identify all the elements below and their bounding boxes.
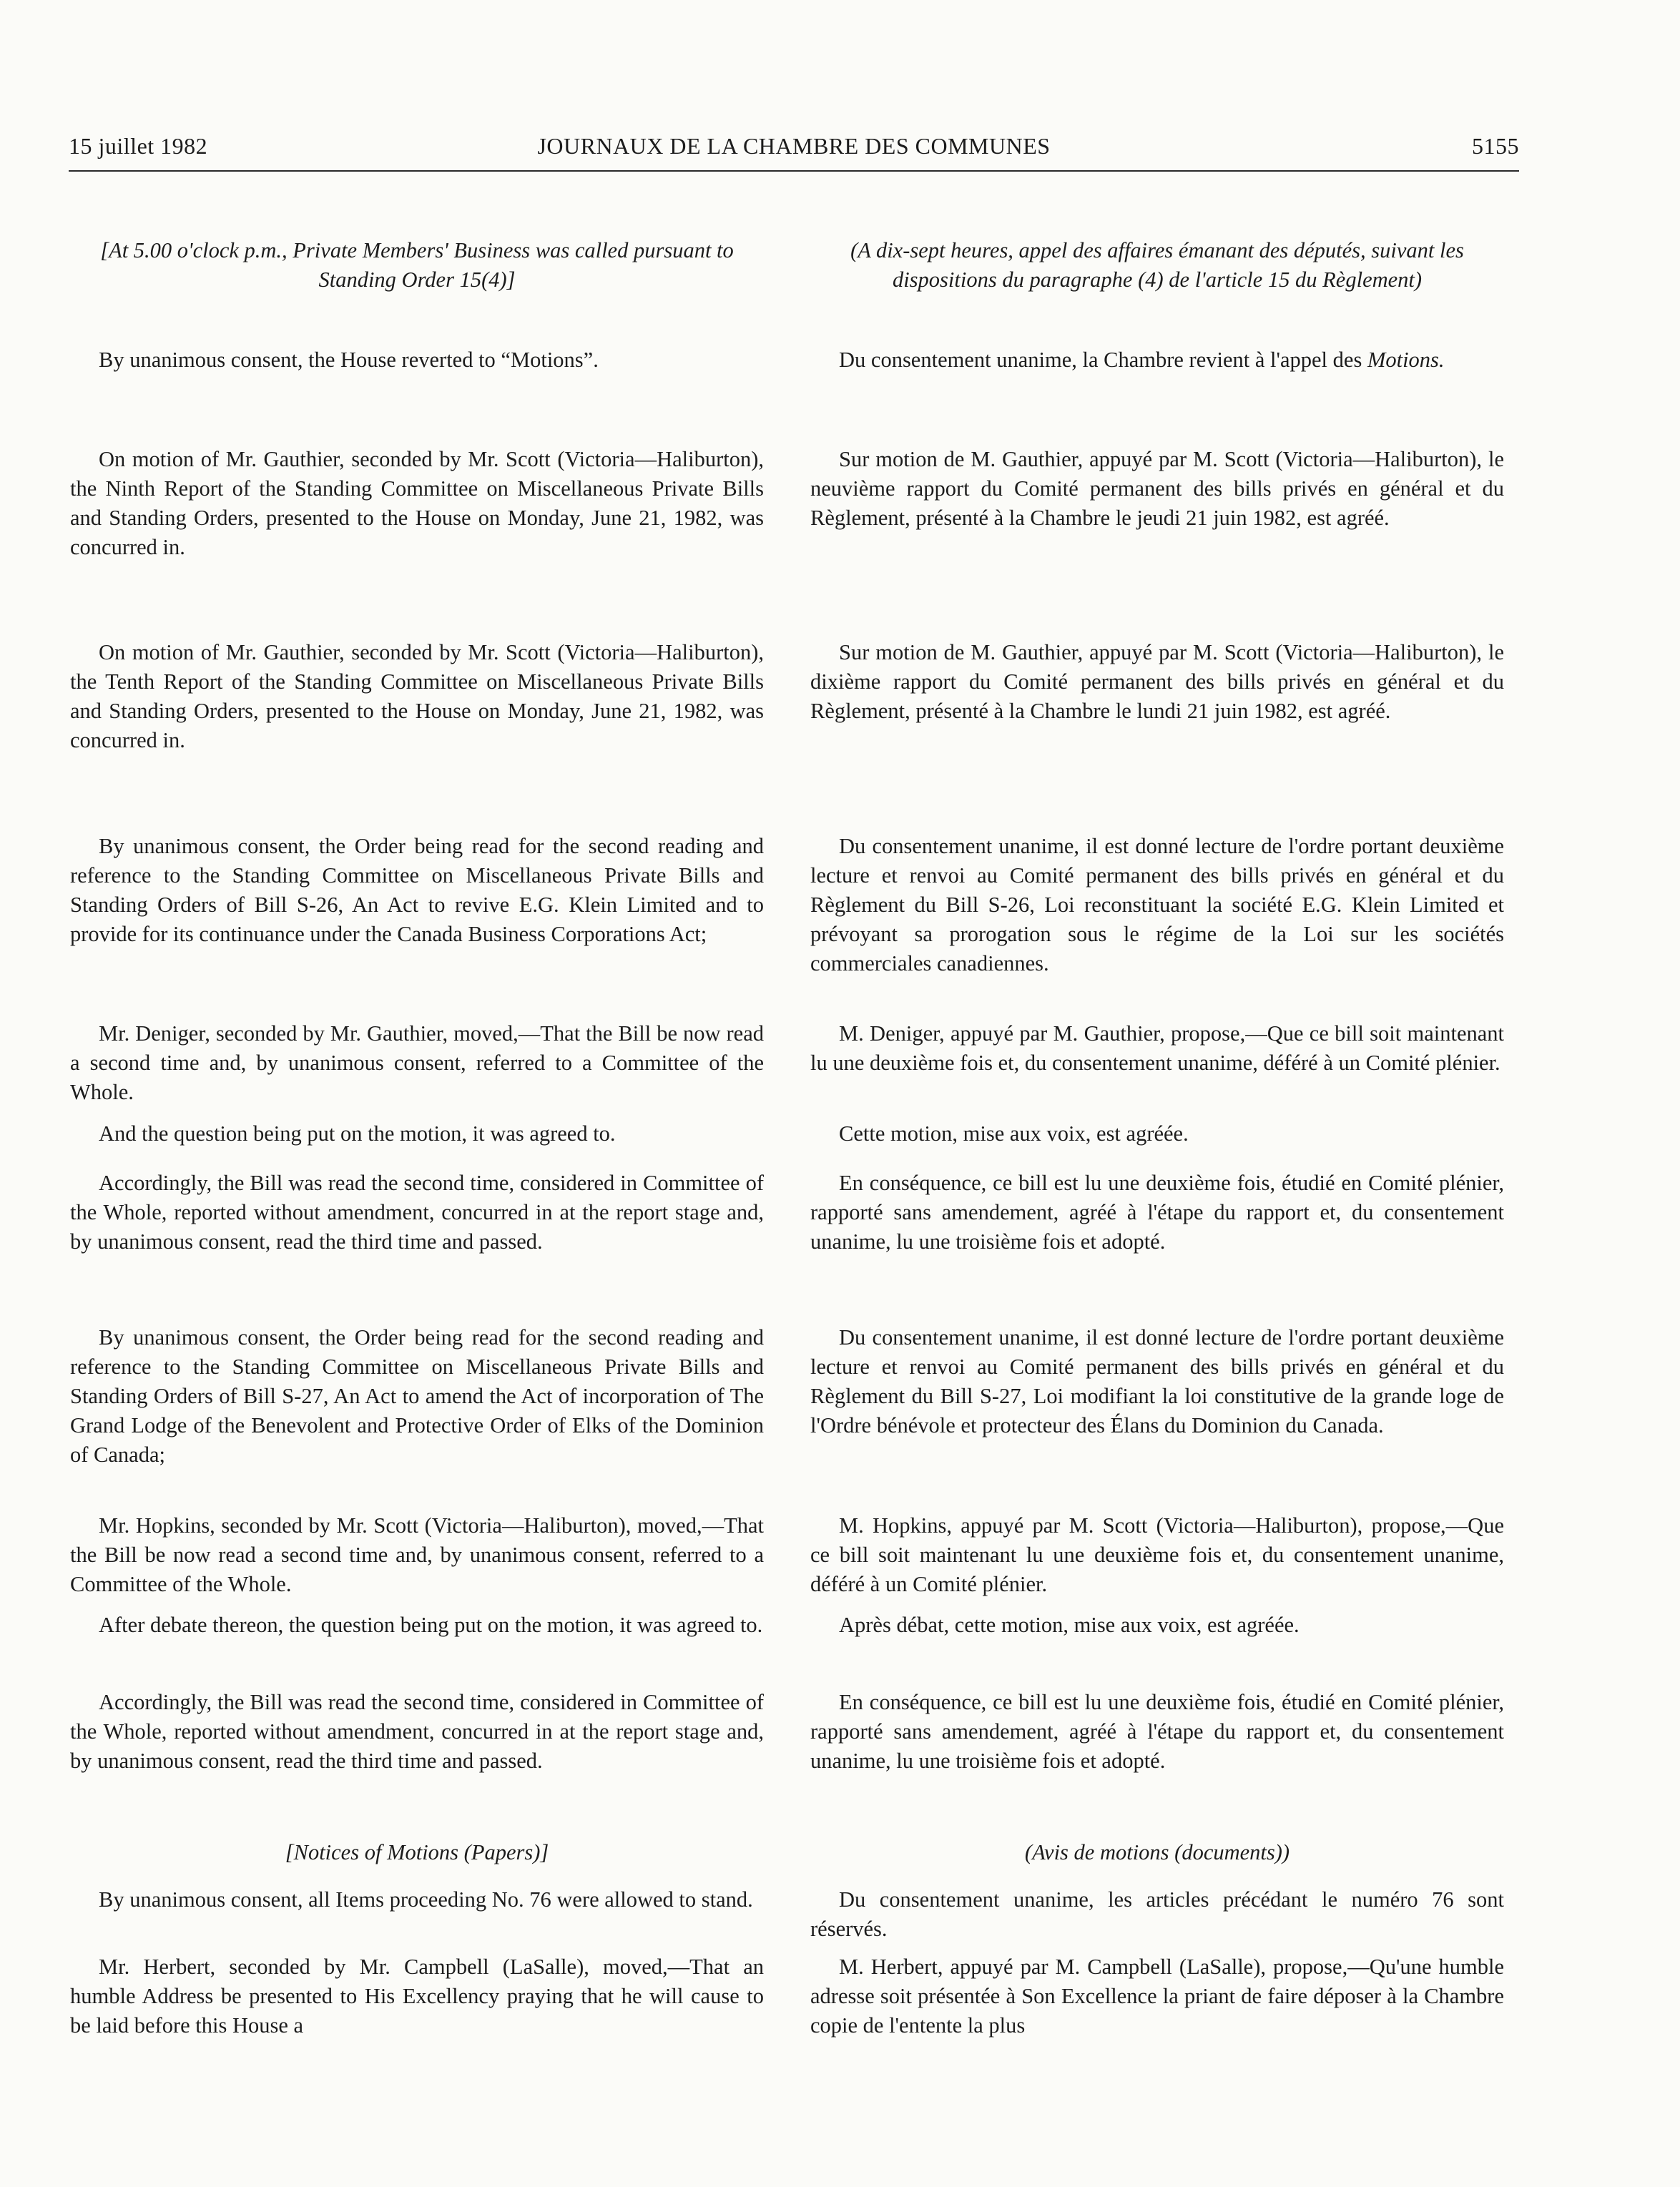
paragraph: En conséquence, ce bill est lu une deuxième fois, étudié en Comité plénier, rapporté sans amendement, agréé à l'étape du rapport et, du consentement unanime, lu une troisième fois et adopté. [810,1171,1504,1254]
sitting-note: [At 5.00 o'clock p.m., Private Members' Business was called pursuant to Standing Order 15(4)] [100,238,734,292]
paragraph: Accordingly, the Bill was read the second time, considered in Committee of the Whole, reported without amendment, concurred in at the report stage and, by unanimous consent, read the third time and passed. [70,1690,764,1773]
paragraph: M. Deniger, appuyé par M. Gauthier, propose,—Que ce bill soit maintenant lu une deuxième fois et, du consentement unanime, déféré à un Comité plénier. [810,1021,1504,1075]
paragraph: Du consentement unanime, la Chambre revient à l'appel des Motions. [839,348,1445,372]
paragraph: On motion of Mr. Gauthier, seconded by Mr. Scott (Victoria—Haliburton), the Tenth Report of the Standing Committee on Miscellaneous Private Bills and Standing Orders, presented to the House on Monday, June 21, 1982, was concurred in. [70,640,764,752]
paragraph: And the question being put on the motion, it was agreed to. [99,1121,616,1146]
paragraph: M. Herbert, appuyé par M. Campbell (LaSalle), propose,—Qu'une humble adresse soit présentée à Son Excellence la priant de faire déposer à la Chambre copie de l'entente la plus [810,1955,1504,2038]
paragraph: Accordingly, the Bill was read the second time, considered in Committee of the Whole, reported without amendment, concurred in at the report stage and, by unanimous consent, read the third time and passed. [70,1171,764,1254]
paragraph: Du consentement unanime, il est donné lecture de l'ordre portant deuxième lecture et renvoi au Comité permanent des bills privés en général et du Règlement du Bill S-26, Loi reconstituant la société E.G. Klein Limited et prévoyant sa prorogation sous le régime de la Loi sur les sociétés commerciales canadiennes. [810,834,1504,975]
paragraph: By unanimous consent, the Order being read for the second reading and reference to the Standing Committee on Miscellaneous Private Bills and Standing Orders of Bill S-27, An Act to amend the Act of incorporation of The Grand Lodge of the Benevolent and Protective Order of Elks of the Dominion of Canada; [70,1325,764,1467]
paragraph: By unanimous consent, the House reverted to “Motions”. [99,348,599,372]
paragraph: Sur motion de M. Gauthier, appuyé par M. Scott (Victoria—Haliburton), le dixième rapport du Comité permanent des bills privés en général et du Règlement, présenté à la Chambre le lundi 21 juin 1982, est agréé. [810,640,1504,723]
paragraph: After debate thereon, the question being put on the motion, it was agreed to. [99,1613,763,1637]
header-date: 15 juillet 1982 [69,133,208,159]
paragraph: Après débat, cette motion, mise aux voix, est agréée. [839,1613,1300,1637]
paragraph: Mr. Hopkins, seconded by Mr. Scott (Victoria—Haliburton), moved,—That the Bill be now read a second time and, by unanimous consent, referred to a Committee of the Whole. [70,1513,764,1596]
paragraph: By unanimous consent, all Items proceeding No. 76 were allowed to stand. [99,1887,753,1912]
section-heading: (Avis de motions (documents)) [1024,1840,1290,1864]
paragraph: Mr. Herbert, seconded by Mr. Campbell (LaSalle), moved,—That an humble Address be presented to His Excellency praying that he will cause to be laid before this House a [70,1955,764,2038]
header-title: JOURNAUX DE LA CHAMBRE DES COMMUNES [537,133,1051,159]
paragraph: By unanimous consent, the Order being read for the second reading and reference to the Standing Committee on Miscellaneous Private Bills and Standing Orders of Bill S-26, An Act to revive E.G. Klein Limited and to provide for its continuance under the Canada Business Corporations Act; [70,834,764,946]
section-heading: [Notices of Motions (Papers)] [285,1840,549,1864]
paragraph: Cette motion, mise aux voix, est agréée. [839,1121,1189,1146]
page-number: 5155 [1472,133,1519,159]
paragraph: Du consentement unanime, il est donné lecture de l'ordre portant deuxième lecture et renvoi au Comité permanent des bills privés en général et du Règlement du Bill S-27, Loi modifiant la loi constitutive de la grande loge de l'Ordre bénévole et protecteur des Élans du Dominion du Canada. [810,1325,1504,1437]
paragraph: En conséquence, ce bill est lu une deuxième fois, étudié en Comité plénier, rapporté sans amendement, agréé à l'étape du rapport et, du consentement unanime, lu une troisième fois et adopté. [810,1690,1504,1773]
paragraph: Sur motion de M. Gauthier, appuyé par M. Scott (Victoria—Haliburton), le neuvième rapport du Comité permanent des bills privés en général et du Règlement, présenté à la Chambre le jeudi 21 juin 1982, est agréé. [810,447,1504,530]
sitting-note: (A dix-sept heures, appel des affaires émanant des députés, suivant les dispositions du paragraphe (4) de l'article 15 du Règlement) [850,238,1464,292]
paragraph: On motion of Mr. Gauthier, seconded by Mr. Scott (Victoria—Haliburton), the Ninth Report of the Standing Committee on Miscellaneous Private Bills and Standing Orders, presented to the House on Monday, June 21, 1982, was concurred in. [70,447,764,559]
running-header [69,127,1519,172]
paragraph: Du consentement unanime, les articles précédant le numéro 76 sont réservés. [810,1887,1504,1941]
paragraph: Mr. Deniger, seconded by Mr. Gauthier, moved,—That the Bill be now read a second time and, by unanimous consent, referred to a Committee of the Whole. [70,1021,764,1104]
paragraph: M. Hopkins, appuyé par M. Scott (Victoria—Haliburton), propose,—Que ce bill soit maintenant lu une deuxième fois et, du consentement unanime, déféré à un Comité plénier. [810,1513,1504,1596]
